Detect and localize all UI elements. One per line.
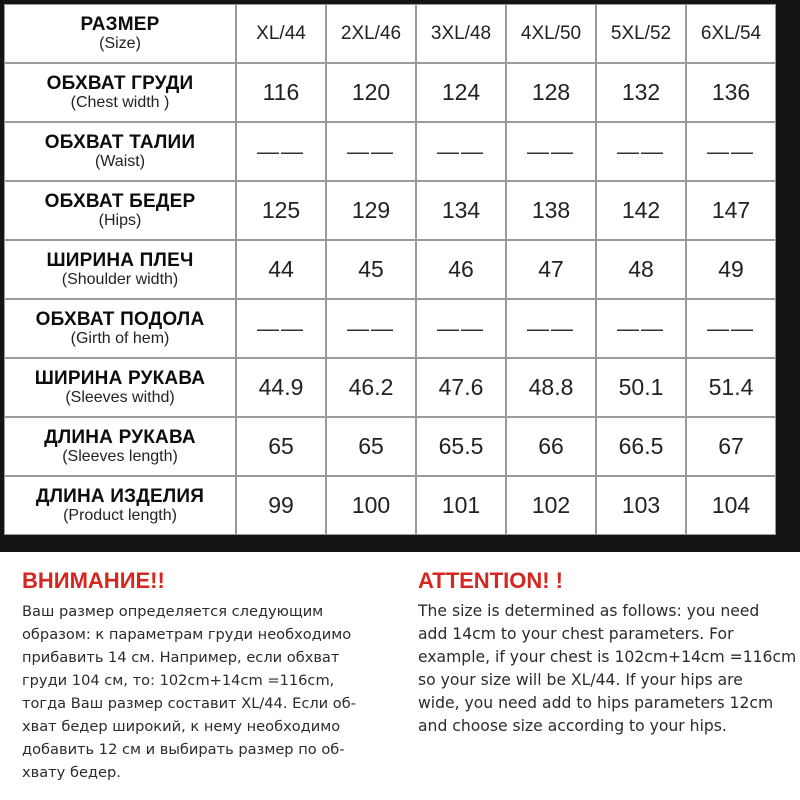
table-cell: ——	[416, 299, 506, 358]
row-label-en: (Waist)	[94, 152, 146, 170]
table-cell: 65	[326, 417, 416, 476]
table-cell: 66	[506, 417, 596, 476]
size-header: 5XL/52	[596, 4, 686, 63]
table-cell: 136	[686, 63, 776, 122]
table-cell: 48.8	[506, 358, 596, 417]
row-label-cell	[4, 299, 236, 358]
header-label-cell	[4, 4, 236, 63]
row-label-cell	[4, 476, 236, 535]
table-cell: 142	[596, 181, 686, 240]
size-header: 6XL/54	[686, 4, 776, 63]
table-cell: 116	[236, 63, 326, 122]
size-table	[4, 4, 776, 535]
table-row	[4, 417, 776, 476]
row-label-cell	[4, 181, 236, 240]
row-label-ru: ОБХВАТ ГРУДИ	[46, 72, 194, 94]
table-cell: ——	[596, 299, 686, 358]
row-label-en: (Sleeves withd)	[65, 388, 175, 406]
table-cell: 138	[506, 181, 596, 240]
table-cell: 101	[416, 476, 506, 535]
table-cell: 49	[686, 240, 776, 299]
table-cell: 125	[236, 181, 326, 240]
table-cell: 132	[596, 63, 686, 122]
table-cell: 128	[506, 63, 596, 122]
notes-section	[0, 556, 800, 800]
table-cell: 120	[326, 63, 416, 122]
table-cell: 67	[686, 417, 776, 476]
table-cell: ——	[236, 122, 326, 181]
size-header: 4XL/50	[506, 4, 596, 63]
attention-body-en: The size is determined as follows: you need add 14cm to your chest parameters. For example, if your chest is 102cm+14cm =116cm so your size will be XL/44. If your hips are wide, you need add to hips parameters 12cm and choose size according to your hips.	[418, 602, 797, 735]
row-label-en: (Shoulder width)	[61, 270, 179, 288]
table-row	[4, 476, 776, 535]
table-cell: ——	[596, 122, 686, 181]
table-cell: 99	[236, 476, 326, 535]
table-cell: 44.9	[236, 358, 326, 417]
table-cell: ——	[686, 299, 776, 358]
row-label-ru: ШИРИНА РУКАВА	[34, 367, 206, 389]
table-cell: 103	[596, 476, 686, 535]
row-label-en: (Product length)	[63, 506, 177, 524]
table-cell: 47	[506, 240, 596, 299]
row-label-ru: ДЛИНА ИЗДЕЛИЯ	[35, 485, 205, 507]
row-label-ru: ДЛИНА РУКАВА	[44, 426, 196, 448]
table-cell: 65	[236, 417, 326, 476]
size-header: 2XL/46	[326, 4, 416, 63]
table-cell: 47.6	[416, 358, 506, 417]
table-cell: 134	[416, 181, 506, 240]
table-cell: 124	[416, 63, 506, 122]
row-label-en: (Sleeves length)	[62, 447, 178, 465]
row-label-en: (Chest width )	[70, 93, 170, 111]
header-label-en: (Size)	[99, 34, 141, 52]
table-cell: 50.1	[596, 358, 686, 417]
row-label-en: (Girth of hem)	[70, 329, 170, 347]
row-label-cell	[4, 240, 236, 299]
table-cell: 129	[326, 181, 416, 240]
table-cell: ——	[506, 122, 596, 181]
row-label-ru: ОБХВАТ БЕДЕР	[44, 190, 196, 212]
attention-note-ru	[22, 566, 412, 784]
table-cell: 102	[506, 476, 596, 535]
table-row	[4, 122, 776, 181]
table-row	[4, 63, 776, 122]
size-header: XL/44	[236, 4, 326, 63]
table-cell: 66.5	[596, 417, 686, 476]
table-cell: ——	[416, 122, 506, 181]
table-cell: 104	[686, 476, 776, 535]
table-cell: ——	[506, 299, 596, 358]
attention-title-ru: ВНИМАНИЕ!!	[22, 568, 165, 593]
table-row	[4, 181, 776, 240]
row-label-ru: ОБХВАТ ПОДОЛА	[35, 308, 205, 330]
table-cell: 48	[596, 240, 686, 299]
table-cell: 100	[326, 476, 416, 535]
attention-title-en: ATTENTION! !	[418, 568, 564, 593]
table-cell: ——	[326, 122, 416, 181]
table-cell: 51.4	[686, 358, 776, 417]
row-label-ru: ОБХВАТ ТАЛИИ	[44, 131, 196, 153]
row-label-ru: ШИРИНА ПЛЕЧ	[46, 249, 194, 271]
row-label-cell	[4, 122, 236, 181]
table-cell: 46	[416, 240, 506, 299]
table-cell: 45	[326, 240, 416, 299]
attention-note-en	[418, 566, 798, 738]
table-cell: 46.2	[326, 358, 416, 417]
table-row	[4, 240, 776, 299]
table-cell: 65.5	[416, 417, 506, 476]
table-cell: ——	[236, 299, 326, 358]
table-cell: ——	[326, 299, 416, 358]
table-row	[4, 299, 776, 358]
table-cell: 44	[236, 240, 326, 299]
table-header-row	[4, 4, 776, 63]
table-row	[4, 358, 776, 417]
row-label-cell	[4, 63, 236, 122]
table-cell: ——	[686, 122, 776, 181]
table-cell: 147	[686, 181, 776, 240]
size-header: 3XL/48	[416, 4, 506, 63]
row-label-cell	[4, 358, 236, 417]
row-label-cell	[4, 417, 236, 476]
row-label-en: (Hips)	[98, 211, 142, 229]
header-label-ru: РАЗМЕР	[80, 13, 160, 35]
attention-body-ru: Ваш размер определяется следующим образом: к параметрам груди необходимо прибавить 14 см. Например, если обхват груди 104 см, то: 102cm+14cm =116cm, тогда Ваш размер составит XL/44. Если об- хват бедер широкий, к нему необходимо добавить 12 см и выбирать размер по об- хвату бедер.	[22, 603, 357, 781]
